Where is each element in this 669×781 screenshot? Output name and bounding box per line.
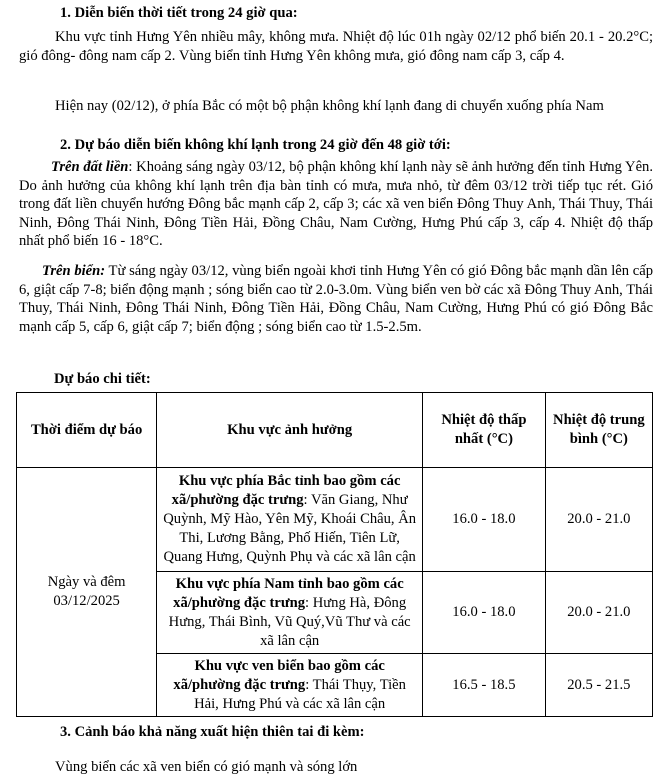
section3-heading: 3. Cảnh báo khả năng xuất hiện thiên tai đi kèm: xyxy=(60,724,365,740)
sea-lead: Trên biển: xyxy=(42,263,106,279)
area-bold: Khu vực phía Bắc tỉnh bao gồm các xã/phường đặc trưng xyxy=(171,473,401,508)
land-text: : Khoảng sáng ngày 03/12, bộ phận không khí lạnh này sẽ ảnh hưởng đến tỉnh Hưng Yên. Do ảnh hưởng của không khí lạnh trên địa bàn tỉnh có mưa, mưa nhỏ, từ đêm 03/12 trời tiếp tục rét. Gió trong đất liền chuyển hướng Đông bắc mạnh cấp 2, cấp 3; các xã ven biển Đông Thuy Anh, Thái Thuy, Thái Ninh, Đông Thái Ninh, Đông Tiền Hải, Đồng Châu, Nam Cường, Hưng Phú cấp 3, cấp 4. Nhiệt độ thấp nhất phổ biến 16 - 18°C. xyxy=(19,159,653,250)
forecast-time: Ngày và đêm 03/12/2025 xyxy=(17,468,157,717)
forecast-table xyxy=(16,392,653,717)
section1-paragraph-1: Khu vực tỉnh Hưng Yên nhiều mây, không mưa. Nhiệt độ lúc 01h ngày 02/12 phổ biến 20.1 - 20.2°C; gió đông- đông nam cấp 2. Vùng biển tỉnh Hưng Yên không mưa, gió đông nam cấp 3, cấp 4. xyxy=(19,29,653,64)
section2-sea-paragraph xyxy=(19,262,653,336)
avg-temp-cell: 20.5 - 21.5 xyxy=(545,654,652,717)
area-text: : Hưng Hà, Đông Hưng, Thái Bình, Vũ Quý,Vũ Thư và các xã lân cận xyxy=(168,594,411,649)
header-avg-temp: Nhiệt độ trung bình (°C) xyxy=(545,393,652,468)
table-row xyxy=(17,468,653,572)
area-text: : Văn Giang, Như Quỳnh, Mỹ Hào, Yên Mỹ, Khoái Châu, Ân Thi, Lương Bằng, Phố Hiến, Tiên Lữ, Quang Hưng, Quỳnh Phụ và các xã lân cận xyxy=(163,492,417,565)
section3-text: Vùng biển các xã ven biển có gió mạnh và sóng lớn xyxy=(55,759,358,775)
avg-temp-cell: 20.0 - 21.0 xyxy=(545,572,652,654)
detail-heading: Dự báo chi tiết: xyxy=(54,371,151,387)
area-text: : Thái Thụy, Tiền Hải, Hưng Phú và các xã lân cận xyxy=(194,676,406,712)
section2-heading: 2. Dự báo diễn biến không khí lạnh trong 24 giờ đến 48 giờ tới: xyxy=(60,137,451,153)
section2-land-paragraph xyxy=(19,158,653,251)
avg-temp-cell: 20.0 - 21.0 xyxy=(545,468,652,572)
header-area: Khu vực ảnh hưởng xyxy=(157,393,423,468)
header-time: Thời điểm dự báo xyxy=(17,393,157,468)
area-cell xyxy=(157,654,423,717)
land-lead: Trên đất liền xyxy=(51,159,129,175)
area-cell xyxy=(157,468,423,572)
area-bold: Khu vực ven biển bao gồm các xã/phường đặc trưng xyxy=(173,657,385,693)
section1-heading: 1. Diễn biến thời tiết trong 24 giờ qua: xyxy=(60,5,298,21)
area-cell xyxy=(157,572,423,654)
section1-paragraph-2: Hiện nay (02/12), ở phía Bắc có một bộ phận không khí lạnh đang di chuyển xuống phía Nam xyxy=(55,98,604,114)
min-temp-cell: 16.0 - 18.0 xyxy=(423,572,546,654)
sea-text: Từ sáng ngày 03/12, vùng biển ngoài khơi tỉnh Hưng Yên có gió Đông bắc mạnh dần lên cấp 6, giật cấp 7-8; biển động mạnh ; sóng biển cao từ 2.0-3.0m. Vùng biển ven bờ các xã Đông Thuy Anh, Thái Thuy, Thái Ninh, Đông Thái Ninh, Đông Tiền Hải, Đồng Châu, Nam Cường, Hưng Phú có gió Đông Bắc mạnh cấp 5, cấp 6, giật cấp 7; biển động ; sóng biển cao từ 1.5-2.5m. xyxy=(19,263,653,335)
min-temp-cell: 16.5 - 18.5 xyxy=(423,654,546,717)
header-min-temp: Nhiệt độ thấp nhất (°C) xyxy=(423,393,546,468)
area-bold: Khu vực phía Nam tỉnh bao gồm các xã/phường đặc trưng xyxy=(173,575,404,611)
table-header-row xyxy=(17,393,653,468)
min-temp-cell: 16.0 - 18.0 xyxy=(423,468,546,572)
